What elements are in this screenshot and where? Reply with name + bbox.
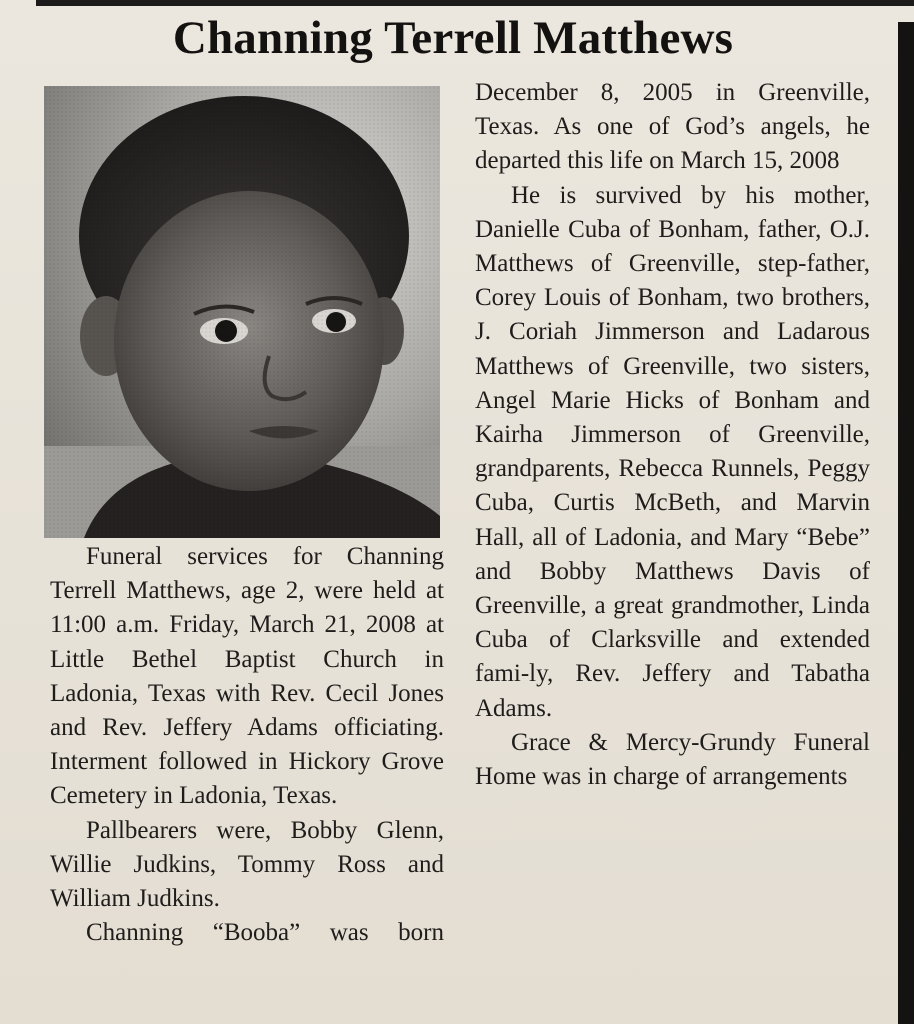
right-column-rule	[898, 22, 914, 1024]
birth-paragraph-continued: December 8, 2005 in Greenville, Texas. As one of God’s angels, he departed this life on March 15, 2008	[475, 79, 870, 175]
child-portrait-icon	[44, 86, 440, 538]
birth-paragraph-start: Channing “Booba” was born	[86, 919, 444, 947]
pallbearers-paragraph: Pallbearers were, Bobby Glenn, Willie Judkins, Tommy Ross and William Judkins.	[50, 816, 444, 913]
funeral-services-paragraph: Funeral services for Channing Terrell Matthews, age 2, were held at 11:00 a.m. Friday, March 21, 2008 at Little Bethel Baptist Church in Ladonia, Texas with Rev. Cecil Jones and Rev. Jeffery Adams officiating. Interment followed in Hickory Grove Cemetery in Ladonia, Texas.	[50, 543, 444, 810]
survivors-paragraph: He is survived by his mother, Danielle Cuba of Bonham, father, O.J. Matthews of Greenville, step-father, Corey Louis of Bonham, two brothers, J. Coriah Jimmerson and Ladarous Matthews of Greenville, two sisters, Angel Marie Hicks of Bonham and Kairha Jimmerson of Greenville, grandparents, Rebecca Runnels, Peggy Cuba, Curtis McBeth, and Marvin Hall, all of Ladonia, and Mary “Bebe” and Bobby Matthews Davis of Greenville, a great grandmother, Linda Cuba of Clarksville and extended fami-ly, Rev. Jeffery and Tabatha Adams.	[475, 181, 870, 722]
child-portrait-photo	[44, 86, 440, 538]
obituary-right-column	[475, 76, 870, 794]
top-rule	[36, 0, 914, 6]
obituary-title: Channing Terrell Matthews	[172, 12, 734, 64]
obituary-left-column	[50, 540, 444, 950]
funeral-home-paragraph: Grace & Mercy-Grundy Funeral Home was in charge of arrangements	[475, 728, 870, 791]
